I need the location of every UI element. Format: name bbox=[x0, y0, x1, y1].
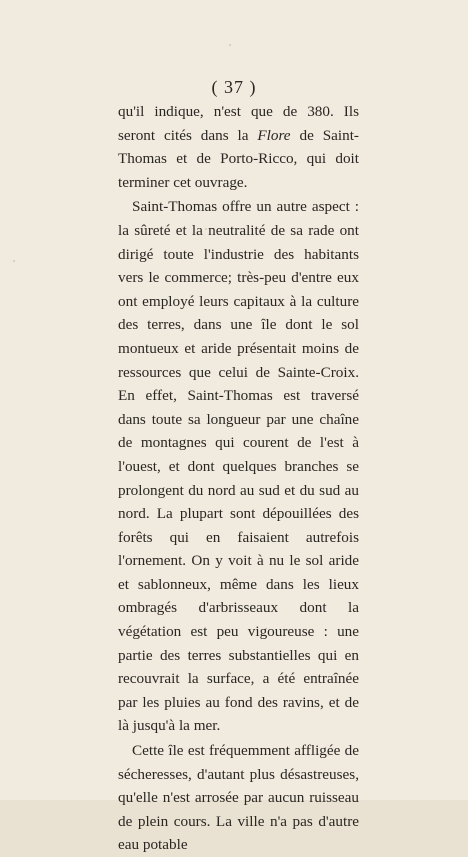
italic-title-flore: Flore bbox=[257, 126, 291, 144]
paragraph-1-text-continued: de Saint-Thomas et de Porto-Ricco, qui doit terminer cet ouvrage. bbox=[118, 126, 359, 191]
paragraph-1 bbox=[118, 100, 359, 194]
paragraph-2-text: Saint-Thomas offre un autre aspect : la sûreté et la neutralité de sa rade ont dirigé toute l'industrie des habitants vers le commerce; très-peu d'entre eux ont employé leurs capitaux à la culture des terres, dans une île dont le sol montueux et aride présentait moins de ressources que celui de Sainte-Croix. En effet, Saint-Thomas est traversé dans toute sa longueur par une chaîne de montagnes qui courent de l'est à l'ouest, et dont quelques branches se prolongent du nord au sud et du sud au nord. La plupart sont dépouillées des forêts qui en faisaient autrefois l'ornement. On y voit à nu le sol aride et sablonneux, même dans les lieux ombragés d'arbrisseaux dont la végétation est peu vigoureuse : une partie des terres substantielles qui en recouvrait la surface, a été entraînée par les pluies au fond des ravins, et de là jusqu'à la mer. bbox=[118, 198, 359, 735]
paragraph-3-text: Cette île est fréquemment affligée de sécheresses, d'autant plus désastreuses, qu'elle n'est arrosée par aucun ruisseau de plein cours. La ville n'a pas d'autre eau potable bbox=[118, 742, 359, 854]
paper-speck bbox=[13, 260, 15, 262]
paragraph-2 bbox=[118, 195, 359, 738]
page-number: ( 37 ) bbox=[211, 77, 257, 97]
body-text bbox=[118, 100, 359, 857]
paragraph-1-text: qu'il indique, n'est que de 380. Ils seront cités dans la bbox=[118, 103, 359, 144]
paper-speck bbox=[229, 44, 231, 46]
paragraph-3 bbox=[118, 739, 359, 857]
